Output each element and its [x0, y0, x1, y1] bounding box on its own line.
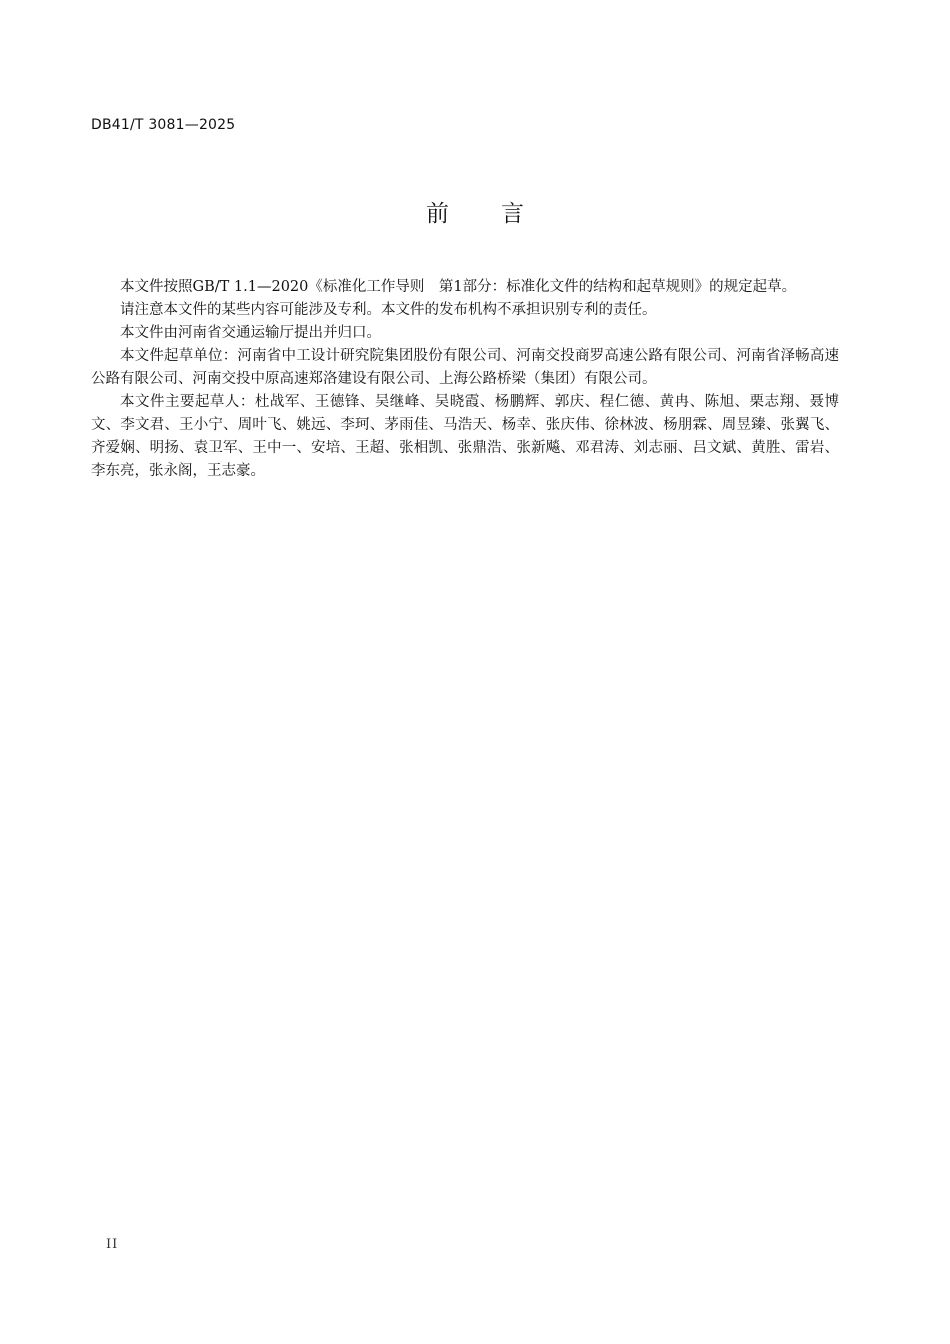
paragraph-proposer: 本文件由河南省交通运输厅提出并归口。	[120, 325, 381, 341]
foreword-body	[91, 276, 839, 483]
document-code: DB41/T 3081—2025	[91, 117, 236, 133]
paragraph-drafters: 本文件主要起草人：杜战军、王德锋、吴继峰、吴晓霞、杨鹏辉、郭庆、程仁德、黄冉、陈旭、栗志翔、聂博文、李文君、王小宁、周叶飞、姚远、李珂、茅雨佳、马浩天、杨幸、张庆伟、徐林波、杨朋霖、周昱臻、张翼飞、齐爱娴、明扬、袁卫军、王中一、安培、王超、张相凯、张鼎浩、张新飚、邓君涛、刘志丽、吕文斌、黄胜、雷岩、李东亮，张永阁，王志豪。	[91, 394, 839, 479]
page-title: 前言	[426, 201, 576, 227]
paragraph-drafting-rules: 本文件按照GB/T 1.1—2020《标准化工作导则 第1部分：标准化文件的结构和起草规则》的规定起草。	[120, 279, 797, 295]
page-number: II	[106, 1237, 119, 1252]
paragraph-drafting-units: 本文件起草单位：河南省中工设计研究院集团股份有限公司、河南交投商罗高速公路有限公司、河南省泽畅高速公路有限公司、河南交投中原高速郑洛建设有限公司、上海公路桥梁（集团）有限公司。	[91, 348, 839, 387]
paragraph-patent-notice: 请注意本文件的某些内容可能涉及专利。本文件的发布机构不承担识别专利的责任。	[120, 302, 657, 318]
